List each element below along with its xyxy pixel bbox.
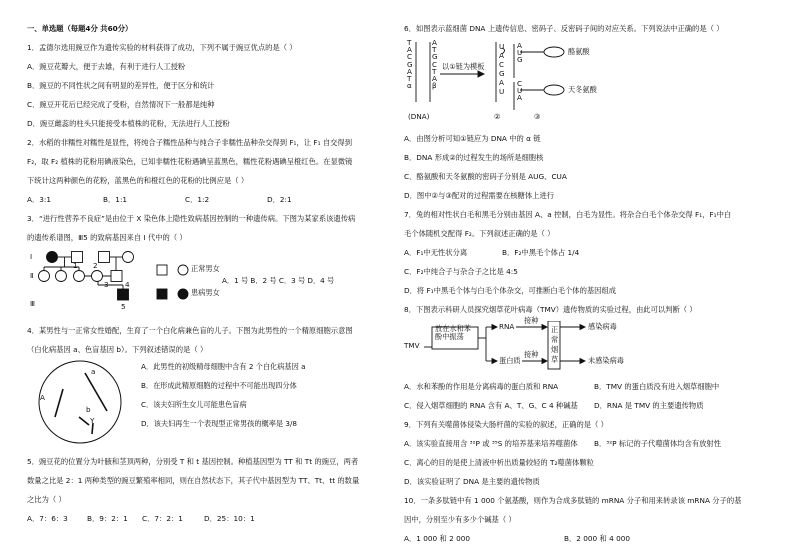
gen-label-i: Ⅰ — [30, 252, 33, 261]
gen-label-iii: Ⅲ — [30, 299, 35, 308]
q7-stem-line2: 毛个体随机交配得 F₂。下列叙述正确的是（ ） — [404, 229, 555, 238]
not-infected-label: 未感染病毒 — [588, 356, 624, 365]
q8-option-d: D．RNA 是 TMV 的主要遗传物质 — [594, 401, 704, 410]
q5-option-c: C．7：2：1 — [142, 514, 183, 523]
q1-option-d: D．豌豆雌蕊的柱头只能接受本植株的花粉，无法进行人工授粉 — [27, 119, 230, 128]
q5-option-b: B．9：2：1 — [87, 514, 128, 523]
section-header: 一、单选题（每题4分 共60分） — [27, 24, 133, 33]
legend-normal-male-icon — [157, 265, 167, 275]
legend-normal-female-icon — [178, 265, 188, 275]
q1-stem: 1．孟德尔选用豌豆作为遗传实验的材料获得了成功，下列不属于豌豆优点的是（ ） — [27, 43, 297, 52]
q8-option-c: C．侵入烟草细胞的 RNA 含有 A、T、G、C 4 种碱基 — [404, 401, 578, 410]
q4-option-a: A．此男性的初级精母细胞中含有 2 个白化病基因 a — [141, 362, 306, 371]
gene-label-a-lower: a — [91, 367, 96, 376]
right-column — [404, 24, 774, 544]
process-box: 放在水和苯 酚中振荡 — [435, 324, 471, 341]
q7-options-ab — [404, 248, 774, 258]
q5-stem-line1: 5．豌豆花的位置分为叶腋和茎顶两种，分别受 T 和 t 基因控制。种植基因型为 TT 和 Tt 的豌豆，两者 — [27, 457, 359, 466]
q2-stem-line3: 下统计这两种颜色的花粉，蓝黑色的和橙红色的花粉的比例应是（ ） — [27, 176, 249, 185]
q1-option-a: A．豌豆花瓣大，便于去雄，有利于进行人工授粉 — [27, 62, 186, 71]
q2-option-d: D．2:1 — [267, 195, 292, 204]
caption-mrna: ② — [494, 112, 501, 121]
gen1-affected-female — [47, 252, 58, 263]
legend-normal-label: 正常男女 — [191, 264, 220, 273]
q7-option-d: D．将 F₁中黑毛个体与白毛个体杂交，可推断白毛个体的基因组成 — [404, 286, 617, 295]
gen1-normal-male-2 — [99, 252, 110, 263]
gen3-affected-male — [118, 289, 129, 300]
q2-stem-line1: 2．水稻的非糯性对糯性是显性，将纯合子糯性品种与纯合子非糯性品种杂交得到 F₁，让 F₁ 自交得到 — [27, 138, 353, 147]
legend-affected-female-icon — [178, 289, 188, 299]
q4-stem-line2: （白化病基因 a、色盲基因 b）。下列叙述错误的是（ ） — [27, 345, 208, 354]
q8-options-ab — [404, 382, 774, 392]
q10-stem-line1: 10．一条多肽链中有 1 000 个氨基酸，则作为合成多肽链的 mRNA 分子和用来转录该 mRNA 分子的基 — [404, 496, 742, 505]
trna-2-anticodon: C U A — [517, 79, 523, 102]
q5-stem-line2: 数量之比是 2：1 两种类型的豌豆繁殖率相同，则在自然状态下，其子代中基因型为 TT、Tt、tt 的数量 — [27, 476, 360, 485]
gene-label-a-upper: A — [40, 393, 45, 402]
q8-options-cd — [404, 401, 774, 411]
dna-strand-1: T A C G A T α — [407, 38, 413, 91]
ped-num-2: 2 — [93, 261, 98, 270]
q5-stem-line3: 之比为（ ） — [27, 495, 66, 504]
left-column — [27, 24, 392, 524]
caption-dna: (DNA) — [408, 112, 430, 121]
q10-options — [404, 534, 774, 544]
chromosome-label-y: Y — [90, 416, 95, 425]
q6-stem: 6．如图表示蓝细菌 DNA 上遗传信息、密码子、反密码子间的对应关系。下列说法中正确的是（ ） — [404, 24, 724, 33]
gen2-normal-female-3 — [74, 271, 85, 282]
q4-figure — [27, 359, 392, 445]
pedigree-diagram — [27, 249, 392, 317]
rna-label: RNA — [499, 322, 515, 331]
q4-option-c: C．该夫妇所生女儿可能患色盲病 — [141, 400, 247, 409]
q10-option-a: A．1 000 和 2 000 — [404, 534, 471, 543]
q3-options: A．1 号 B．2 号 C．3 号 D．4 号 — [222, 276, 335, 285]
q2-stem-line2: F₂，取 F₂ 植株的花粉用碘液染色，已知非糯性花粉遇碘呈蓝黑色，糯性花粉遇碘呈橙红色。在显微镜 — [27, 157, 353, 166]
pedigree-figure — [27, 249, 392, 317]
caption-trna: ③ — [534, 112, 541, 121]
inoculate-label-2: 接种 — [524, 350, 539, 359]
q5-option-a: A．7：6：3 — [27, 514, 68, 523]
ped-num-4: 4 — [125, 280, 130, 289]
mrna-strand: U A C G A U — [499, 42, 505, 96]
ped-num-3: 3 — [104, 280, 109, 289]
q5-option-d: D．25：10：1 — [204, 514, 255, 523]
q5-options — [27, 514, 392, 524]
gen1-normal-female — [123, 252, 134, 263]
amino-acid-2: 天冬氨酸 — [568, 85, 597, 94]
q1-option-b: B．豌豆的不同性状之间有明显的差异性，便于区分和统计 — [27, 81, 215, 90]
q9-option-a: A．该实验直接用含 ³²P 或 ³⁵S 的培养基来培养噬菌体 — [404, 439, 578, 448]
q4-option-d: D．该夫妇再生一个表现型正常男孩的概率是 3/8 — [141, 419, 297, 428]
q4-stem-line1: 4．某男性与一正常女性婚配，生育了一个白化病兼色盲的儿子。下图为此男性的一个精原细胞示意图 — [27, 326, 353, 335]
q9-option-d: D．该实验证明了 DNA 是主要的遗传物质 — [404, 477, 540, 486]
q2-option-a: A．3:1 — [27, 195, 52, 204]
q6-figure — [404, 38, 774, 126]
template-label: 以①链为模板 — [442, 62, 485, 71]
q7-option-c: C．F₂中纯合子与杂合子之比是 4:5 — [404, 267, 518, 276]
q8-stem: 8．下图表示科研人员探究烟草花叶病毒（TMV）遗传物质的实验过程，由此可以判断（ ） — [404, 305, 697, 314]
q10-stem-line2: 因中，分别至少有多少个碱基（ ） — [404, 515, 516, 524]
q9-options-ab — [404, 439, 774, 449]
legend-affected-male-icon — [157, 289, 167, 299]
dna-strand-2: A T G C T A β — [432, 38, 438, 91]
gen2-normal-female-4 — [92, 271, 103, 282]
q2-option-c: C．1:2 — [185, 195, 210, 204]
q4-option-b: B．在形成此精原细胞的过程中不可能出现四分体 — [141, 381, 297, 390]
q6-option-d: D．图中②与③配对的过程需要在核糖体上进行 — [404, 191, 555, 200]
inoculate-label-1: 接种 — [524, 316, 539, 325]
trna-1-anticodon: A U G — [517, 41, 523, 64]
q6-option-c: C．酪氨酸和天冬氨酸的密码子分别是 AUG、CUA — [404, 172, 567, 181]
gen2-normal-female — [39, 271, 50, 282]
ped-num-5: 5 — [121, 302, 126, 311]
q8-option-b: B．TMV 的蛋白质没有进入烟草细胞中 — [594, 382, 720, 391]
q3-stem-line1: 3．“进行性营养不良症”是由位于 X 染色体上隐性致病基因控制的一种遗传病。下图为某家系该遗传病 — [27, 214, 356, 223]
q7-stem-line1: 7．兔的相对性状白毛和黑毛分别由基因 A、a 控制，白毛为显性。将杂合白毛个体杂交得 F₁，F₁中白 — [404, 210, 732, 219]
q3-stem-line2: 的遗传系谱图，Ⅲ5 的致病基因来自 I 代中的（ ） — [27, 233, 187, 242]
infected-label: 感染病毒 — [588, 322, 617, 331]
q7-option-b: B．F₂中黑毛个体占 1/4 — [502, 248, 580, 257]
tmv-label: TMV — [404, 341, 420, 350]
q9-option-c: C．离心的目的是使上清液中析出质量较轻的 T₂噬菌体颗粒 — [404, 458, 594, 467]
q8-figure — [404, 316, 774, 373]
protein-label: 蛋白质 — [499, 356, 521, 365]
q10-option-b: B．2 000 和 4 000 — [564, 534, 631, 543]
q6-option-b: B．DNA 形成②的过程发生的场所是细胞核 — [404, 153, 544, 162]
tobacco-box: 正 常 烟 草 — [551, 325, 559, 364]
gene-label-b: b — [86, 405, 91, 414]
ped-num-1: 1 — [73, 261, 78, 270]
gen2-normal-female-2 — [56, 271, 67, 282]
q8-option-a: A．水和苯酚的作用是分离病毒的蛋白质和 RNA — [404, 382, 559, 391]
q1-option-c: C．豌豆开花后已经完成了受粉，自然情况下一般都是纯种 — [27, 100, 215, 109]
q2-option-b: B．1:1 — [103, 195, 128, 204]
amino-acid-1: 酪氨酸 — [568, 47, 590, 56]
q6-option-a: A．由图分析可知①链应为 DNA 中的 α 链 — [404, 134, 541, 143]
gen2-normal-male — [111, 271, 122, 282]
q2-options — [27, 195, 392, 205]
q7-option-a: A．F₁中无性状分离 — [404, 248, 468, 257]
legend-affected-label: 患病男女 — [191, 288, 220, 297]
gen-label-ii: Ⅱ — [30, 271, 34, 280]
q9-option-b: B．³²P 标记的子代噬菌体均含有放射性 — [594, 439, 722, 448]
q9-stem: 9．下列有关噬菌体侵染大肠杆菌的实验的叙述，正确的是（ ） — [404, 420, 608, 429]
